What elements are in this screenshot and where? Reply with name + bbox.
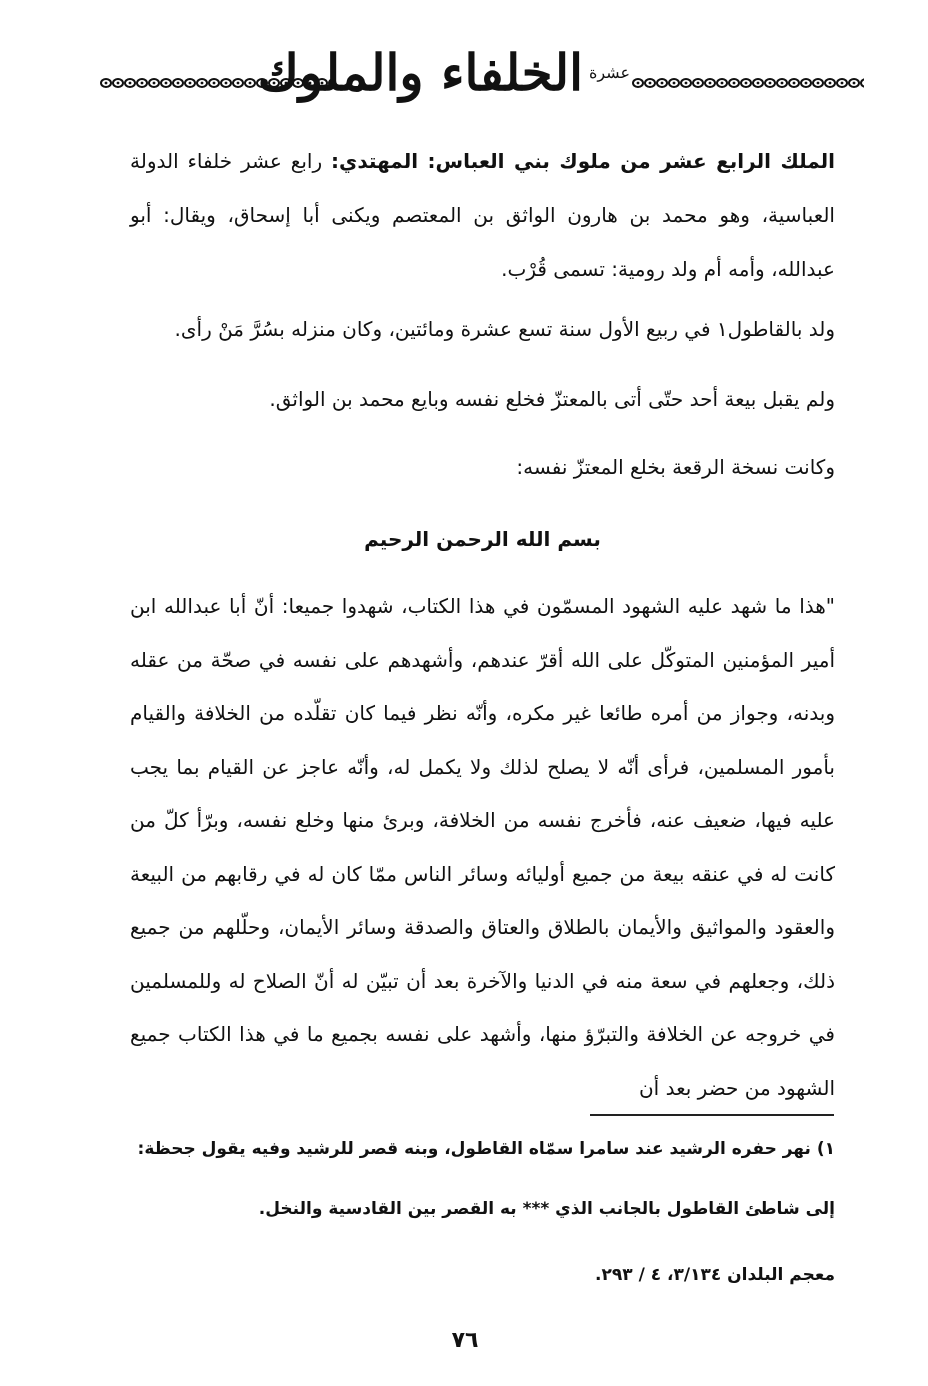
paragraph-intro — [130, 134, 835, 296]
paragraph-birth: ولد بالقاطول١ في ربيع الأول سنة تسع عشرة ومائتين، وكان منزله بسُرَّ مَنْ رأى. — [174, 317, 835, 341]
footnote-reference: معجم البلدان ٣/١٣٤، ٤ / ٢٩٣. — [595, 1265, 835, 1285]
footnote-verse: إلى شاطئ القاطول بالجانب الذي *** به القصر بين القادسية والنخل. — [258, 1199, 835, 1219]
footnote-separator — [590, 1114, 834, 1116]
paragraph-intro-lead: الملك الرابع عشر من ملوك بني العباس: المهتدي: — [331, 149, 836, 173]
basmala-heading: بسم الله الرحمن الرحيم — [364, 527, 601, 551]
paragraph-abdication-document: "هذا ما شهد عليه الشهود المسمّون في هذا الكتاب، شهدوا جميعا: أنّ أبا عبدالله ابن أمير المؤمنين المتوكّل على الله أقرّ عندهم، وأشهدهم على نفسه في صحّة من عقله وبدنه، وجواز من أمره طائعا غير مكره، وأنّه نظر فيما كان تقلّده من الخلافة والقيام بأمور المسلمين، فرأى أنّه لا يصلح لذلك ولا يكمل له، وأنّه عاجز عن القيام بما يجب عليه فيها، ضعيف عنه، فأخرج نفسه من الخلافة، وبرئ منها وخلع نفسه، وبرّأ كلّ من كانت له في عنقه بيعة من جميع أوليائه وسائر الناس ممّا كان له في رقابهم من البيعة والعقود والمواثيق والأيمان بالطلاق والعتاق والصدقة وسائر الأيمان، وحلّلهم من جميع ذلك، وجعلهم في سعة منه في الدنيا والآخرة بعد أن تبيّن له أنّ الصلاح له وللمسلمين في خروجه عن الخلافة والتبرّؤ منها، وأشهد على نفسه بجميع ما في هذا الكتاب جميع الشهود من حضر بعد أن — [130, 594, 835, 1100]
paragraph-allegiance: ولم يقبل بيعة أحد حتّى أتى بالمعتزّ فخلع نفسه وبايع محمد بن الواثق. — [269, 387, 835, 411]
paragraph-intro-body: رابع عشر خلفاء الدولة العباسية، وهو محمد بن هارون الواثق بن المعتصم ويكنى أبا إسحاق، ويقال: أبو عبدالله، وأمه أم ولد رومية: تسمى قُرْب. — [130, 149, 835, 281]
header-title-text: الخلفاء والملوك — [257, 43, 583, 102]
footnote-1: ١) نهر حفره الرشيد عند سامرا سمّاه القاطول، وبنه قصر للرشيد وفيه يقول جحظة: — [137, 1139, 835, 1159]
paragraph-document-intro: وكانت نسخة الرقعة بخلع المعتزّ نفسه: — [516, 455, 835, 479]
header-small-text: عشرة — [588, 63, 630, 82]
ornament-border-right — [632, 74, 864, 92]
page-header — [0, 30, 928, 120]
header-title — [257, 38, 630, 108]
page-number: ٧٦ — [451, 1328, 479, 1353]
